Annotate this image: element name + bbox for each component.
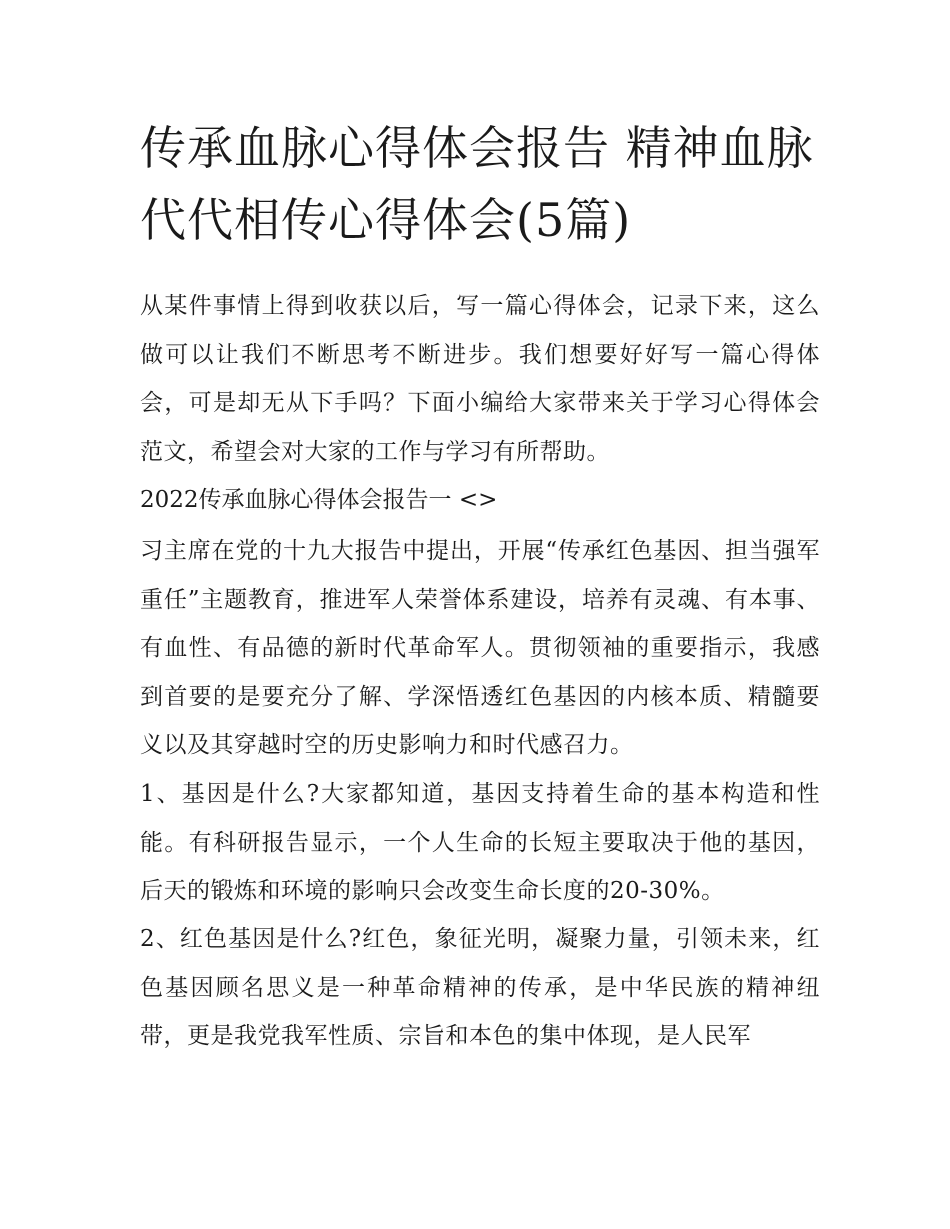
section-heading: 2022传承血脉心得体会报告一 <> (140, 487, 498, 513)
body-paragraph: 2、红色基因是什么?红色，象征光明，凝聚力量，引领未来，红色基因顾名思义是一种革命精神的传承，是中华民族的精神纽带，更是我党我军性质、宗旨和本色的集中体现，是人民军 (140, 926, 820, 1049)
intro-paragraph: 从某件事情上得到收获以后，写一篇心得体会，记录下来，这么做可以让我们不断思考不断进步。我们想要好好写一篇心得体会，可是却无从下手吗？下面小编给大家带来关于学习心得体会范文，希望会对大家的工作与学习有所帮助。 (140, 293, 820, 465)
body-paragraph: 习主席在党的十九大报告中提出，开展“传承红色基因、担当强军重任”主题教育，推进军人荣誉体系建设，培养有灵魂、有本事、有血性、有品德的新时代革命军人。贯彻领袖的重要指示，我感到首要的是要充分了解、学深悟透红色基因的内核本质、精髓要义以及其穿越时空的历史影响力和时代感召力。 (140, 538, 820, 758)
document-title: 传承血脉心得体会报告 精神血脉代代相传心得体会(5篇) (140, 121, 814, 247)
body-paragraph: 1、基因是什么?大家都知道，基因支持着生命的基本构造和性能。有科研报告显示，一个人生命的长短主要取决于他的基因，后天的锻炼和环境的影响只会改变生命长度的20-30%。 (140, 781, 820, 904)
